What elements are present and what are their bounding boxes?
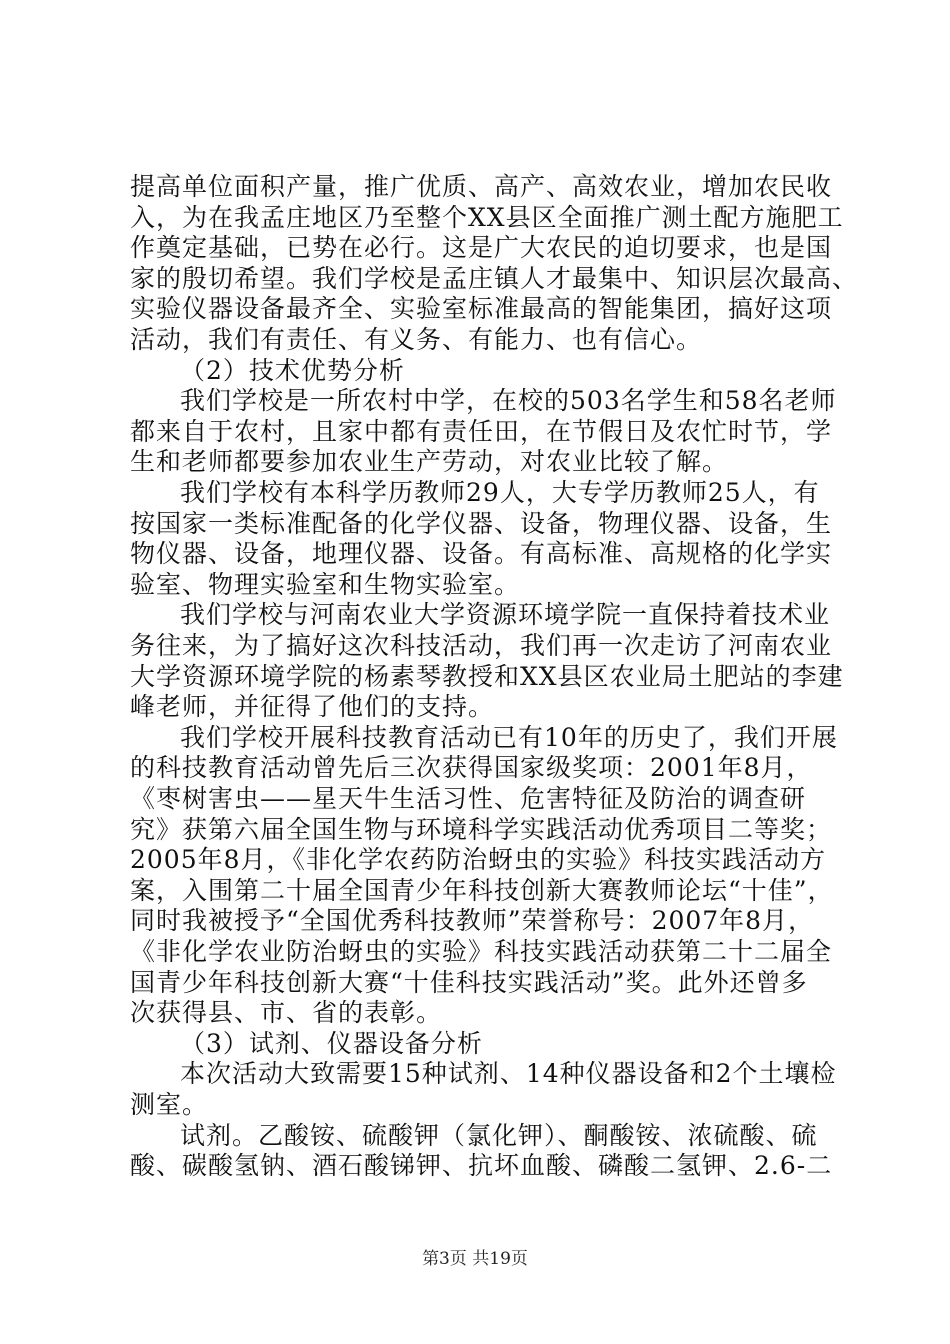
text-line: 试剂。乙酸铵、硫酸钾（氯化钾）、酮酸铵、浓硫酸、硫: [180, 1120, 818, 1150]
text-line: 2005年8月，《非化学农药防治蚜虫的实验》科技实践活动方: [130, 845, 827, 875]
text-line: 究》获第六届全国生物与环境科学实践活动优秀项目二等奖；: [130, 814, 833, 844]
text-line: 《非化学农业防治蚜虫的实验》科技实践活动获第二十二届全: [130, 937, 833, 966]
section-heading: （3）试剂、仪器设备分析: [180, 1028, 483, 1058]
text-line: 同时我被授予“全国优秀科技教师”荣誉称号：2007年8月，: [130, 906, 815, 936]
text-line: 活动，我们有责任、有义务、有能力、也有信心。: [130, 325, 703, 354]
text-line: 峰老师，并征得了他们的支持。: [130, 692, 495, 722]
text-line: 物仪器、设备，地理仪器、设备。有高标准、高规格的化学实: [130, 539, 833, 569]
page-footer: 第3页 共19页: [422, 1249, 528, 1269]
text-line: 国青少年科技创新大赛“十佳科技实践活动”奖。此外还曾多: [130, 967, 808, 997]
text-line: 按国家一类标准配备的化学仪器、设备，物理仪器、设备，生: [130, 508, 833, 538]
text-line: 我们学校开展科技教育活动已有10年的历史了，我们开展: [180, 722, 838, 752]
text-line: 作奠定基础，已势在必行。这是广大农民的迫切要求，也是国: [130, 233, 833, 263]
text-line: 的科技教育活动曾先后三次获得国家级奖项：2001年8月，: [130, 753, 813, 783]
text-line: 本次活动大致需要15种试剂、14种仪器设备和2个土壤检: [180, 1059, 837, 1089]
text-line: 酸、碳酸氢钠、酒石酸锑钾、抗坏血酸、磷酸二氢钾、2.6-二: [130, 1151, 833, 1181]
text-line: 《枣树害虫——星天牛生活习性、危害特征及防治的调查研: [130, 784, 807, 813]
text-line: 大学资源环境学院的杨素琴教授和XX县区农业局土肥站的李建: [130, 661, 844, 691]
text-line: 实验仪器设备最齐全、实验室标准最高的智能集团，搞好这项: [130, 294, 833, 324]
text-line: 我们学校与河南农业大学资源环境学院一直保持着技术业: [180, 600, 831, 630]
text-line: 都来自于农村，且家中都有责任田，在节假日及农忙时节，学: [130, 416, 833, 446]
text-line: 验室、物理实验室和生物实验室。: [130, 569, 521, 599]
text-line: 提高单位面积产量，推广优质、高产、高效农业，增加农民收: [130, 172, 833, 201]
text-line: 家的殷切希望。我们学校是孟庄镇人才最集中、知识层次最高、: [130, 263, 859, 293]
section-heading: （2）技术优势分析: [180, 355, 405, 385]
text-line: 生和老师都要参加农业生产劳动，对农业比较了解。: [130, 447, 729, 477]
text-line: 案，入围第二十届全国青少年科技创新大赛教师论坛“十佳”，: [130, 875, 834, 905]
text-line: 测室。: [130, 1090, 209, 1119]
text-line: 次获得县、市、省的表彰。: [130, 998, 443, 1028]
text-line: 务往来，为了搞好这次科技活动，我们再一次走访了河南农业: [130, 631, 833, 660]
text-line: 我们学校有本科学历教师29人，大专学历教师25人，有: [180, 478, 820, 507]
text-line: 入，为在我孟庄地区乃至整个XX县区全面推广测土配方施肥工: [130, 202, 844, 232]
text-line: 我们学校是一所农村中学，在校的503名学生和58名老师: [180, 386, 837, 416]
